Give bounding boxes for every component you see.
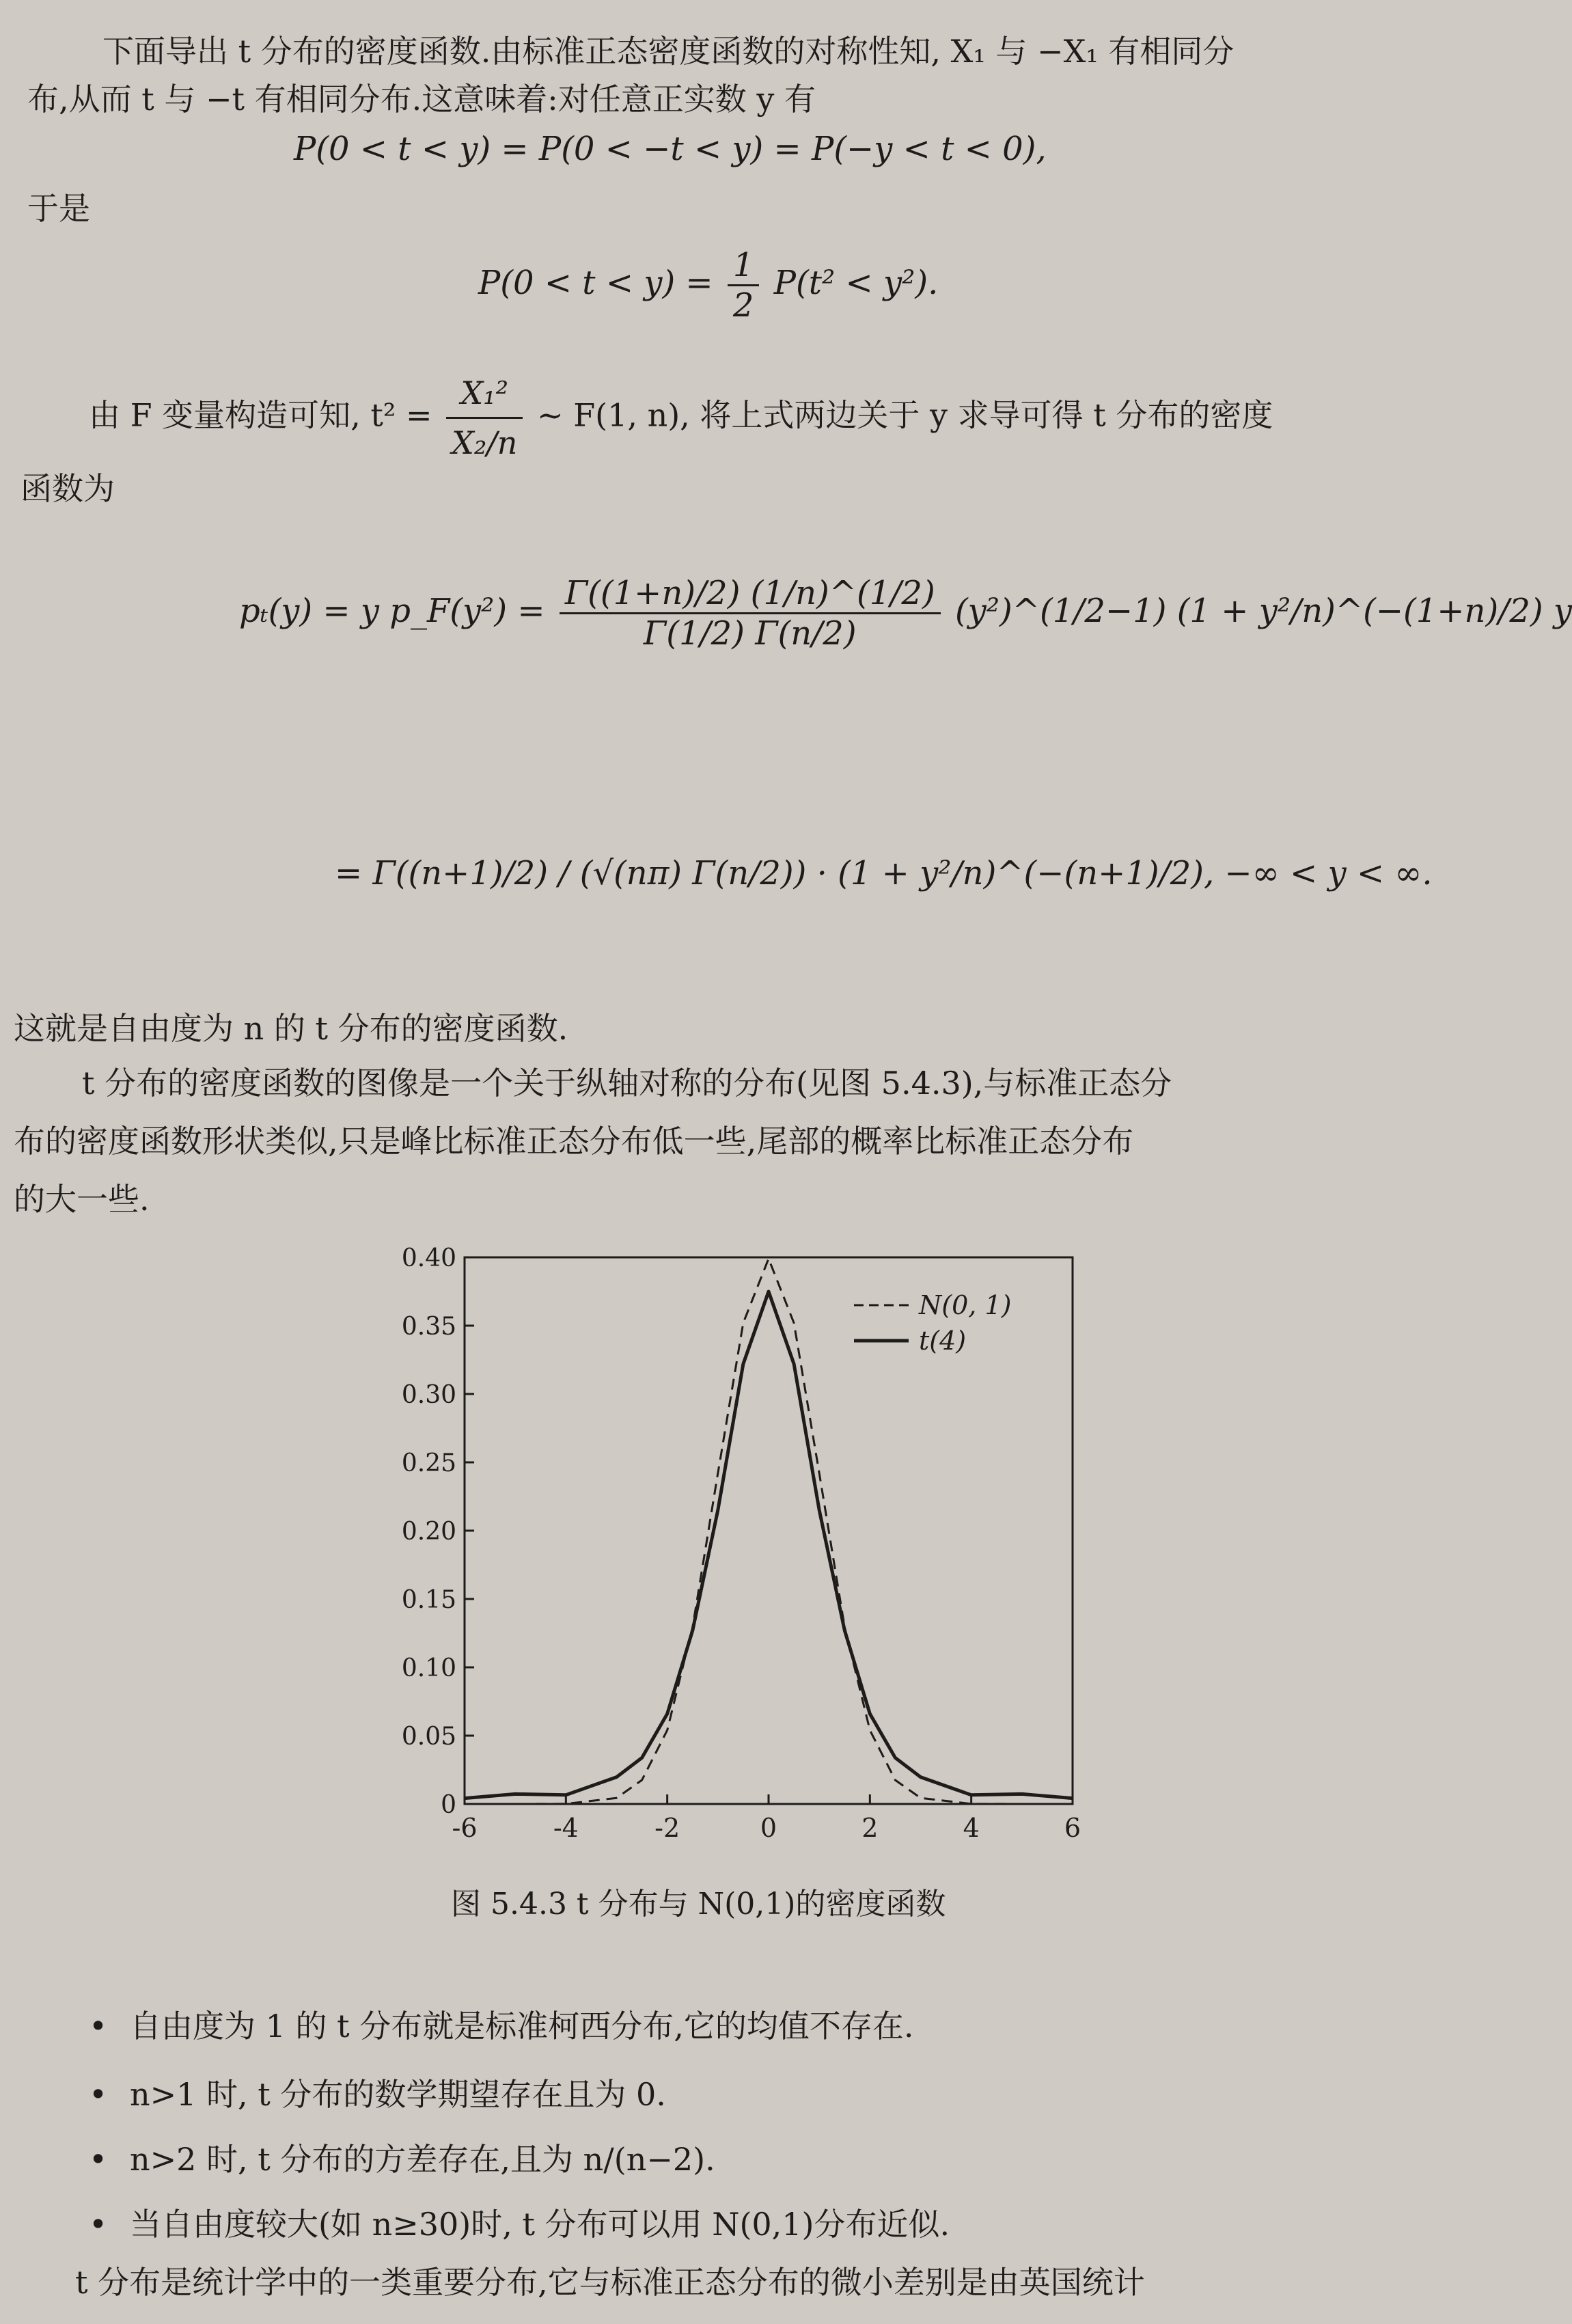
equation-3-left: pₜ(y) = y p_F(y²) =	[239, 592, 545, 630]
half-denominator: 2	[732, 286, 754, 325]
legend-label-1: t(4)	[919, 1326, 967, 1356]
paragraph-line: 布,从而 t 与 −t 有相同分布.这意味着:对任意正实数 y 有	[27, 81, 816, 118]
series-line-0	[465, 1259, 1073, 1804]
y-tick-label: 0.20	[401, 1518, 456, 1546]
equation-2	[478, 246, 938, 325]
gamma-denominator: Γ(1/2) Γ(n/2)	[643, 614, 857, 653]
legend-label-0: N(0, 1)	[919, 1290, 1012, 1320]
t-squared-numerator: X₁²	[446, 369, 523, 419]
half-fraction	[728, 246, 760, 325]
equation-3-tail: (y²)^(1/2−1) (1 + y²/n)^(−(1+n)/2) y	[954, 592, 1572, 630]
x-tick-label: -6	[452, 1813, 478, 1843]
figure-caption: 图 5.4.3 t 分布与 N(0,1)的密度函数	[451, 1887, 946, 1922]
chart-lines	[465, 1259, 1073, 1804]
paragraph-line: 的大一些.	[14, 1181, 150, 1218]
bullet-item: • n>2 时, t 分布的方差存在,且为 n/(n−2).	[130, 2135, 715, 2183]
density-chart	[383, 1230, 1107, 1872]
y-tick-label: 0	[441, 1791, 456, 1819]
paragraph-line: 函数为	[20, 470, 115, 507]
gamma-fraction	[560, 574, 941, 653]
paragraph-line: t 分布是统计学中的一类重要分布,它与标准正态分布的微小差别是由英国统计	[75, 2264, 1145, 2301]
t-squared-fraction	[446, 369, 523, 467]
paragraph-line: 于是	[27, 190, 90, 227]
paragraph-line: 下面导出 t 分布的密度函数.由标准正态密度函数的对称性知, X₁ 与 −X₁ 有相同分	[102, 33, 1235, 70]
x-tick-label: -2	[654, 1813, 680, 1843]
paragraph-f-variable-b: ~ F(1, n), 将上式两边关于 y 求导可得 t 分布的密度	[537, 396, 1273, 434]
y-tick-label: 0.10	[401, 1654, 456, 1682]
t-squared-denominator: X₂/n	[452, 424, 518, 461]
paragraph-f-variable-a: 由 F 变量构造可知, t² =	[89, 396, 432, 434]
x-tick-label: 2	[861, 1813, 879, 1843]
x-tick-label: 4	[963, 1813, 980, 1843]
y-tick-label: 0.35	[401, 1313, 456, 1341]
y-tick-label: 0.25	[401, 1449, 456, 1477]
paragraph-line: 布的密度函数形状类似,只是峰比标准正态分布低一些,尾部的概率比标准正态分布	[14, 1123, 1134, 1160]
paragraph-line-f-variable	[89, 369, 1273, 467]
half-numerator: 1	[728, 246, 760, 286]
bullet-item: • 当自由度较大(如 n≥30)时, t 分布可以用 N(0,1)分布近似.	[130, 2200, 950, 2248]
series-line-1	[465, 1291, 1073, 1799]
bullet-item: • n>1 时, t 分布的数学期望存在且为 0.	[130, 2070, 666, 2118]
gamma-numerator: Γ((1+n)/2) (1/n)^(1/2)	[560, 574, 941, 614]
x-tick-label: 0	[760, 1813, 777, 1843]
y-tick-label: 0.30	[401, 1381, 456, 1409]
equation-4: = Γ((n+1)/2) / (√(nπ) Γ(n/2)) · (1 + y²/n)^(−(n+1)/2), −∞ < y < ∞.	[335, 854, 1433, 892]
paragraph-line: t 分布的密度函数的图像是一个关于纵轴对称的分布(见图 5.4.3),与标准正态分	[82, 1065, 1172, 1102]
bullet-item: • 自由度为 1 的 t 分布就是标准柯西分布,它的均值不存在.	[130, 2002, 913, 2050]
y-tick-label: 0.40	[401, 1244, 456, 1272]
y-tick-label: 0.05	[401, 1723, 456, 1751]
equation-1: P(0 < t < y) = P(0 < −t < y) = P(−y < t < 0),	[294, 130, 1047, 168]
paragraph-line: 这就是自由度为 n 的 t 分布的密度函数.	[14, 1010, 568, 1047]
x-tick-label: 6	[1064, 1813, 1081, 1843]
equation-2-left: P(0 < t < y) =	[478, 264, 713, 302]
equation-2-right: P(t² < y²).	[773, 264, 939, 302]
y-tick-label: 0.15	[401, 1586, 456, 1614]
chart-legend	[854, 1290, 1011, 1356]
equation-3	[239, 574, 1572, 653]
x-tick-label: -4	[553, 1813, 579, 1843]
plot-frame	[465, 1257, 1073, 1804]
